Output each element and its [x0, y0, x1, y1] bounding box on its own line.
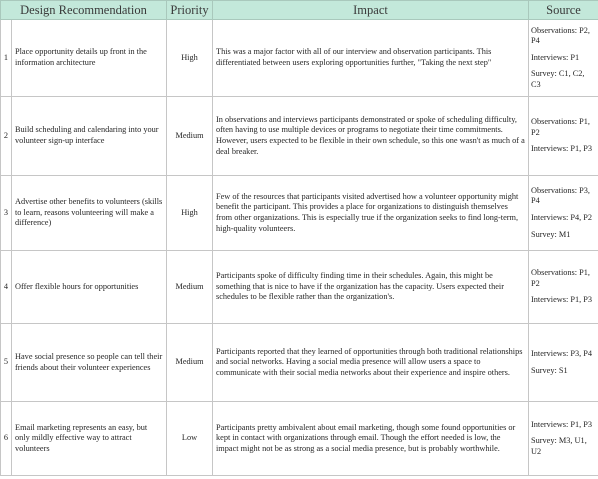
source-item: Survey: M3, U1, U2 [531, 436, 587, 456]
source-item: Survey: S1 [531, 365, 568, 375]
impact-cell: Participants spoke of difficulty finding time in their schedules. Again, this might be something that is nice to have if the organization has the capacity. Users expected their schedules to be flexible rather than the organization's. [213, 251, 529, 324]
source-item: Interviews: P4, P2 [531, 213, 593, 222]
source-cell [529, 251, 598, 324]
source-item: Observations: P2, P4 [531, 25, 590, 46]
priority-cell: Medium [167, 97, 213, 176]
priority-cell: Medium [167, 324, 213, 402]
header-impact: Impact [213, 1, 529, 20]
impact-cell: Participants pretty ambivalent about email marketing, though some found opportunities or kept in contact with organizations through email. Though the effort needed is low, the impact might not be as strong as a social media presence, but is probably worthwhile. [213, 402, 529, 476]
source-item: Observations: P3, P4 [531, 185, 590, 206]
table-row [1, 20, 598, 97]
source-cell [529, 176, 598, 251]
source-cell [529, 402, 598, 476]
recommendation-cell: Place opportunity details up front in the information architecture [12, 20, 167, 97]
impact-cell: Few of the resources that participants visited advertised how a volunteer opportunity might benefit the participant. This provides a place for organizations to distinguish themselves from other organizations. This is especially true if the organization seeks to find long-term, high-quality volunteers. [213, 176, 529, 251]
header-priority: Priority [167, 1, 213, 20]
row-number: 3 [1, 176, 12, 251]
header-row [1, 1, 598, 20]
priority-cell: Medium [167, 251, 213, 324]
recommendation-cell: Offer flexible hours for opportunities [12, 251, 167, 324]
row-number: 2 [1, 97, 12, 176]
recommendation-cell: Have social presence so people can tell their friends about their volunteer experiences [12, 324, 167, 402]
recommendation-cell: Build scheduling and calendaring into your volunteer sign-up interface [12, 97, 167, 176]
table-row [1, 97, 598, 176]
source-cell [529, 324, 598, 402]
source-cell [529, 97, 598, 176]
priority-cell: High [167, 20, 213, 97]
impact-cell: In observations and interviews participants demonstrated or spoke of scheduling difficulty, often having to use multiple devices or programs to negotiate their time commitments. However, users expected to be flexible in their own schedule, so this one wasn't as much of a deal breaker. [213, 97, 529, 176]
source-item: Interviews: P3, P4 [531, 348, 593, 358]
impact-cell: Participants reported that they learned of opportunities through both traditional relationships and social networks. Having a social media presence will allow users a space to communicate with their social media networks about their experience and inspire others. [213, 324, 529, 402]
source-item: Interviews: P1, P3 [531, 419, 593, 429]
row-number: 4 [1, 251, 12, 324]
table-row [1, 324, 598, 402]
priority-cell: High [167, 176, 213, 251]
table-row [1, 176, 598, 251]
recommendation-cell: Advertise other benefits to volunteers (skills to learn, reasons volunteering will make a difference) [12, 176, 167, 251]
source-item: Observations: P1, P2 [531, 268, 590, 288]
impact-cell: This was a major factor with all of our interview and observation participants. This differentiated between users exploring opportunities further, "Taking the next step" [213, 20, 529, 97]
row-number: 6 [1, 402, 12, 476]
priority-cell: Low [167, 402, 213, 476]
recommendation-cell: Email marketing represents an easy, but only mildly effective way to attract volunteers [12, 402, 167, 476]
source-item: Interviews: P1, P3 [531, 295, 593, 305]
table-row [1, 251, 598, 324]
source-item: Survey: C1, C2, C3 [531, 69, 585, 89]
row-number: 5 [1, 324, 12, 402]
table-row [1, 402, 598, 476]
header-recommendation: Design Recommendation [1, 1, 167, 20]
row-number: 1 [1, 20, 12, 97]
source-item: Interviews: P1, P3 [531, 144, 593, 154]
source-item: Observations: P1, P2 [531, 117, 590, 137]
source-cell [529, 20, 598, 97]
header-source: Source [529, 1, 598, 20]
source-item: Survey: M1 [531, 229, 571, 239]
source-item: Interviews: P1 [531, 52, 580, 62]
